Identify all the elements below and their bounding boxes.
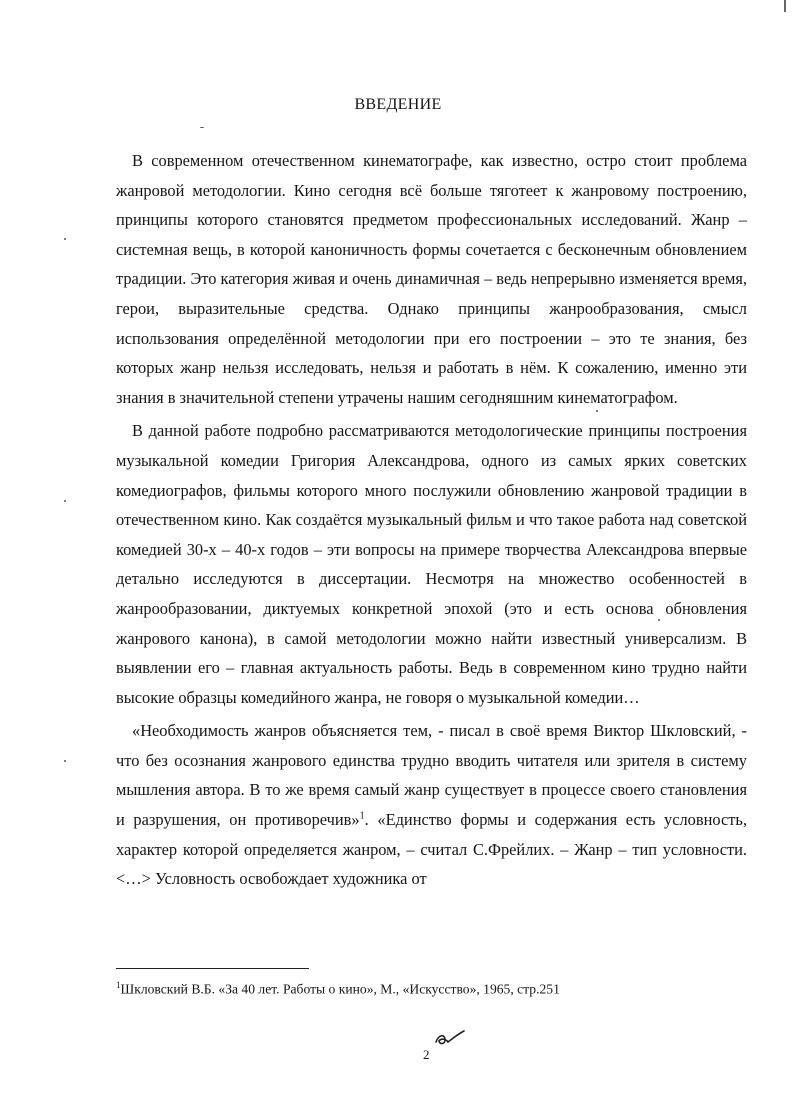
scan-speck [596, 410, 598, 412]
scan-speck [658, 619, 660, 621]
page-number: 2 [423, 1047, 430, 1062]
footnote-reference[interactable]: 1 [359, 810, 365, 822]
footnote-marker: 1 [116, 980, 121, 990]
paragraph-3 [116, 716, 747, 894]
footnote-divider [116, 968, 309, 969]
quote-text: «Необходимость жанров объясняется тем, - писал в своё время Виктор Шкловский, - что без осознания жанрового единства трудно вводить читателя или зрителя в систему мышления автора. В то же время самый жанр существует в процессе своего становления и разрушения, он противоречив» [116, 721, 747, 830]
scan-speck [64, 238, 66, 240]
paragraph-1: В современном отечественном кинематографе, как известно, остро стоит проблема жанровой методологии. Кино сегодня всё больше тяготеет к жанровому построению, принципы которого становятся предметом профессиональных исследований. Жанр – системная вещь, в которой каноничность формы сочетается с бесконечным обновлением традиции. Это категория живая и очень динамичная – ведь непрерывно изменяется время, герои, выразительные средства. Однако принципы жанрообразования, смысл использования определённой методологии при его построении – это те знания, без которых жанр нельзя исследовать, нельзя и работать в нём. К сожалению, именно эти знания в значительной степени утрачены нашим сегодняшним кинематографом. [116, 151, 747, 407]
page-title: ВВЕДЕНИЕ [354, 96, 442, 113]
corner-scan-mark [782, 0, 788, 12]
body-text [116, 146, 747, 898]
handwritten-signature-mark [433, 1028, 467, 1050]
scan-speck [200, 127, 204, 128]
footnote-text: Шкловский В.Б. «За 40 лет. Работы о кино», М., «Искусство», 1965, стр.251 [120, 981, 560, 997]
paragraph-2: В данной работе подробно рассматриваются методологические принципы построения музыкальной комедии Григория Александрова, одного из самых ярких советских комедиографов, фильмы которого много послужили обновлению жанровой традиции в отечественном кино. Как создаётся музыкальный фильм и что такое работа над советской комедией 30-х – 40-х годов – эти вопросы на примере творчества Александрова впервые детально исследуются в диссертации. Несмотря на множество особенностей в жанрообразовании, диктуемых конкретной эпохой (это и есть основа обновления жанрового канона), в самой методологии можно найти известный универсализм. В выявлении его – главная актуальность работы. Ведь в современном кино трудно найти высокие образцы комедийного жанра, не говоря о музыкальной комедии… [116, 421, 747, 707]
scan-speck [64, 760, 66, 762]
scan-speck [64, 500, 66, 502]
quote-continuation: . «Единство формы и содержания есть условность, характер которой определяется жанром, – считал С.Фрейлих. – Жанр – тип условности. <…> Условность освобождает художника от [116, 810, 747, 889]
footnote [116, 976, 756, 999]
